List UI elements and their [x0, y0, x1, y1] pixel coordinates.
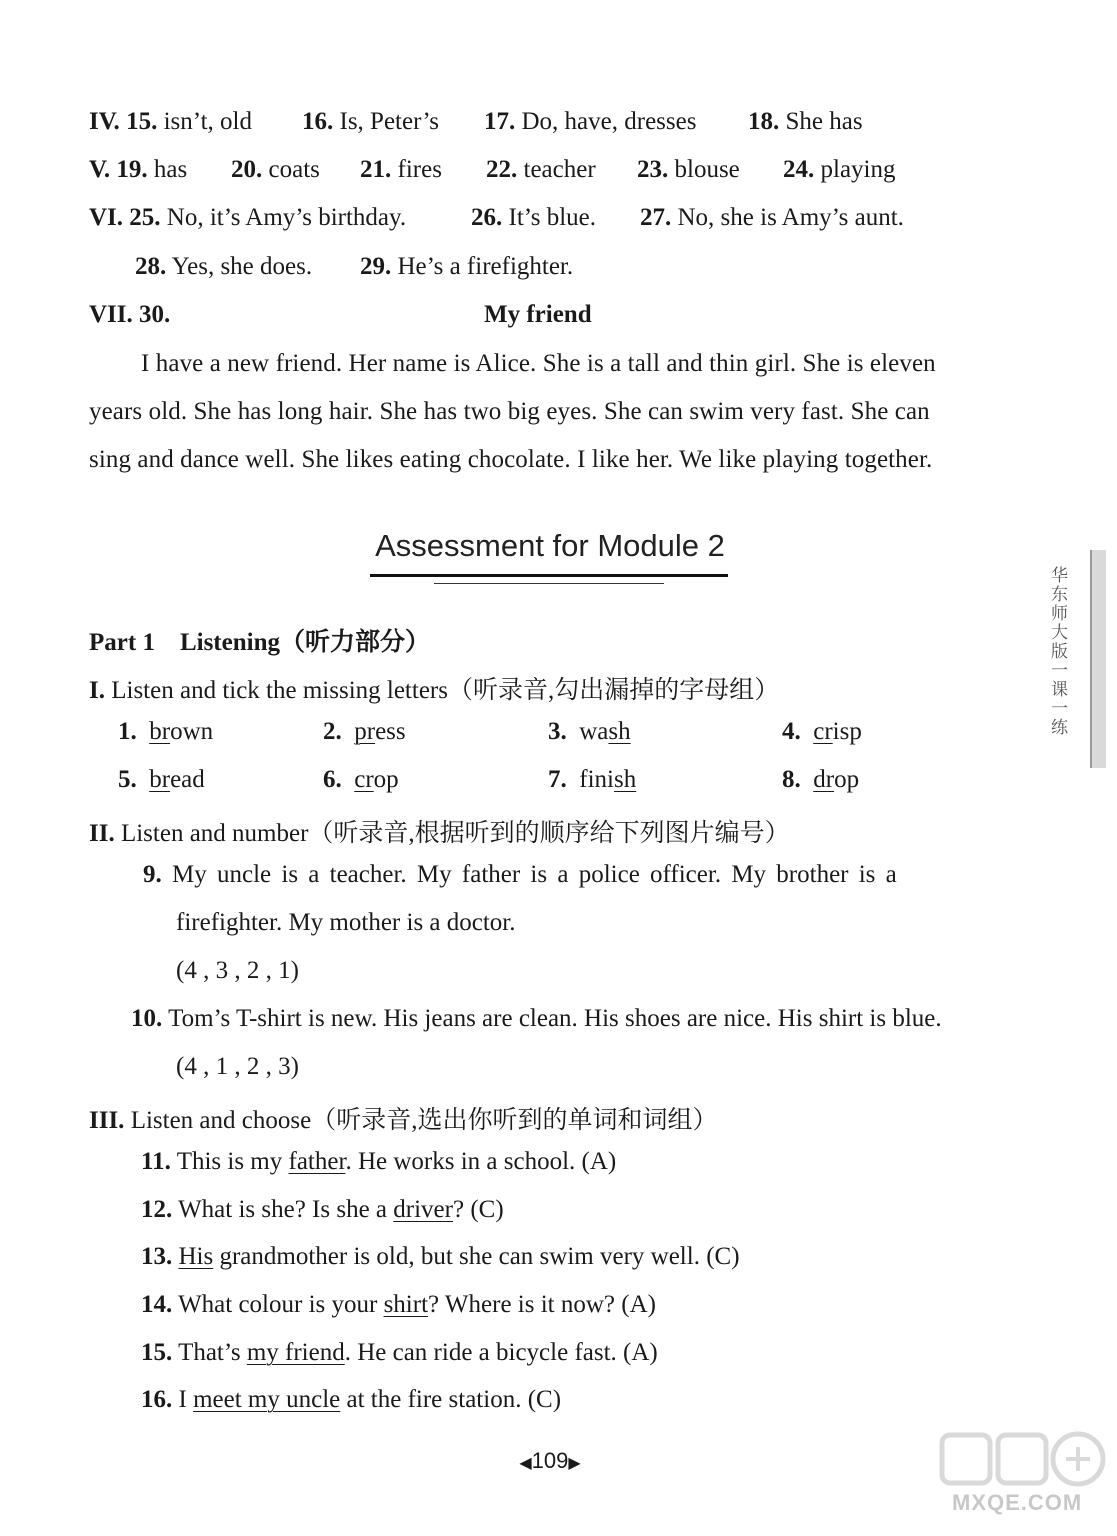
- item-number: 20.: [231, 156, 263, 183]
- answer-27: [640, 204, 904, 232]
- underlined-word: shirt: [383, 1291, 429, 1318]
- answer-row-vi: [89, 204, 406, 232]
- choice-item: [141, 1196, 504, 1224]
- letter-item: [118, 766, 205, 794]
- answer: fires: [397, 156, 442, 183]
- item-number: 6.: [323, 766, 342, 793]
- word-part: own: [170, 718, 214, 745]
- question-i: [89, 670, 779, 706]
- item-10: [131, 1005, 942, 1033]
- assessment-title: Assessment for Module 2: [375, 528, 725, 563]
- item-number: 15.: [141, 1339, 173, 1366]
- instruction: Listen and number（听录音,根据听到的顺序给下列图片编号）: [120, 820, 790, 847]
- word-part: wa: [579, 718, 609, 745]
- answer: No, she is Amy’s aunt.: [677, 204, 904, 231]
- underlined-word: my friend: [246, 1339, 345, 1366]
- part-heading: [89, 622, 430, 658]
- word-part: fini: [579, 766, 614, 793]
- item-number: 17.: [484, 108, 516, 135]
- item-text: Tom’s T-shirt is new. His jeans are clean. His shoes are nice. His shirt is blue.: [168, 1005, 942, 1032]
- answer: isn’t, old: [163, 108, 253, 135]
- section-label: IV.: [89, 108, 120, 135]
- item-number: 16.: [141, 1386, 173, 1413]
- choice-item: [141, 1339, 658, 1367]
- side-tab: [1090, 550, 1106, 768]
- answer: Do, have, dresses: [521, 108, 697, 135]
- item-number: 23.: [637, 156, 669, 183]
- item-number: 9.: [143, 861, 162, 888]
- part-label: Part 1: [89, 629, 155, 656]
- item-number: 18.: [748, 108, 780, 135]
- underlined-word: meet my uncle: [193, 1386, 341, 1413]
- answer-row-iv: [89, 108, 252, 136]
- underlined-letters: br: [149, 766, 171, 793]
- underlined-letters: pr: [354, 718, 376, 745]
- essay-line: I have a new friend. Her name is Alice. She is a tall and thin girl. She is eleven: [141, 350, 936, 377]
- item-text: My uncle is a teacher. My father is a police officer. My brother is a: [172, 861, 897, 888]
- item-text: . He works in a school. (A): [345, 1148, 617, 1175]
- instruction: Listen and choose（听录音,选出你听到的单词和词组）: [130, 1107, 718, 1134]
- answer-row-v: [89, 156, 187, 184]
- underlined-letters: dr: [813, 766, 835, 793]
- title-rule-thin: [434, 583, 664, 584]
- answer: Is, Peter’s: [339, 108, 440, 135]
- letter-item: [548, 766, 636, 794]
- item-number: 8.: [782, 766, 801, 793]
- answer-18: [748, 108, 863, 136]
- choice-item: [141, 1386, 561, 1414]
- word-part: ess: [375, 718, 406, 745]
- section-label: III.: [89, 1107, 125, 1134]
- section-label: V.: [89, 156, 111, 183]
- item-number: 11.: [141, 1148, 171, 1175]
- item-text: What is she? Is she a: [178, 1196, 394, 1223]
- question-ii: [89, 813, 790, 849]
- question-iii: [89, 1100, 717, 1136]
- answer-23: [637, 156, 740, 184]
- essay-line: years old. She has long hair. She has two big eyes. She can swim very fast. She can: [89, 398, 930, 425]
- item-text: grandmother is old, but she can swim very well. (C): [213, 1243, 740, 1270]
- underlined-letters: sh: [608, 718, 631, 745]
- item-text: I: [178, 1386, 194, 1413]
- item-number: 7.: [548, 766, 567, 793]
- section-label-vii: VII. 30.: [89, 301, 171, 328]
- choice-item: [141, 1148, 616, 1176]
- underlined-letters: sh: [613, 766, 637, 793]
- answer: It’s blue.: [508, 204, 596, 231]
- watermark-logo: [938, 1425, 1110, 1533]
- letter-item: [323, 718, 406, 746]
- essay-line: sing and dance well. She likes eating chocolate. I like her. We like playing together.: [89, 446, 933, 473]
- underlined-word: His: [178, 1243, 214, 1270]
- word-part: ead: [170, 766, 205, 793]
- item-number: 4.: [782, 718, 801, 745]
- item-number: 14.: [141, 1291, 173, 1318]
- answer-24: [783, 156, 896, 184]
- underlined-word: driver: [393, 1196, 453, 1223]
- answer: She has: [785, 108, 863, 135]
- item-number: 3.: [548, 718, 567, 745]
- answer: He’s a firefighter.: [397, 253, 574, 280]
- item-text: ? Where is it now? (A): [428, 1291, 656, 1318]
- answer-sequence: (4 , 1 , 2 , 3): [176, 1053, 299, 1080]
- item-text: ? (C): [452, 1196, 504, 1223]
- underlined-letters: cr: [354, 766, 374, 793]
- answer-21: [360, 156, 442, 184]
- item-number: 16.: [302, 108, 334, 135]
- item-number: 13.: [141, 1243, 173, 1270]
- item-number: 21.: [360, 156, 392, 183]
- item-9: [143, 861, 897, 889]
- letter-item: [782, 718, 862, 746]
- answer: playing: [820, 156, 896, 183]
- answer: blouse: [674, 156, 740, 183]
- answer: has: [153, 156, 188, 183]
- essay-heading: My friend: [484, 301, 592, 328]
- section-label: I.: [89, 677, 105, 704]
- part-title: Listening（听力部分）: [179, 629, 430, 656]
- answer: No, it’s Amy’s birthday.: [166, 204, 407, 231]
- left-triangle-icon: ◀: [519, 1455, 532, 1472]
- answer-29: [360, 253, 573, 281]
- item-number: 24.: [783, 156, 815, 183]
- letter-item: [323, 766, 399, 794]
- answer-17: [484, 108, 696, 136]
- item-number: 27.: [640, 204, 672, 231]
- side-text: 华东师大版一课一练: [1047, 566, 1067, 737]
- item-number: 15.: [126, 108, 158, 135]
- item-text: That’s: [178, 1339, 247, 1366]
- item-number: 5.: [118, 766, 137, 793]
- choice-item: [141, 1243, 740, 1271]
- answer-sequence: (4 , 3 , 2 , 1): [176, 957, 299, 984]
- answer-28: [135, 253, 312, 281]
- item-number: 2.: [323, 718, 342, 745]
- underlined-letters: cr: [813, 718, 833, 745]
- answer-26: [471, 204, 596, 232]
- answer: coats: [268, 156, 320, 183]
- page-number: [0, 1448, 1100, 1474]
- watermark-text: MXQE.COM: [952, 1490, 1083, 1515]
- item-text: firefighter. My mother is a doctor.: [176, 909, 516, 936]
- word-part: op: [373, 766, 399, 793]
- item-text: What colour is your: [178, 1291, 384, 1318]
- answer-22: [486, 156, 596, 184]
- item-number: 22.: [486, 156, 518, 183]
- underlined-word: father: [288, 1148, 346, 1175]
- item-number: 1.: [118, 718, 137, 745]
- item-number: 25.: [129, 204, 161, 231]
- item-number: 12.: [141, 1196, 173, 1223]
- answer: Yes, she does.: [171, 253, 313, 280]
- item-number: 10.: [131, 1005, 163, 1032]
- title-rule: [370, 574, 728, 577]
- answer: teacher: [523, 156, 596, 183]
- section-label: II.: [89, 820, 115, 847]
- section-label: VI.: [89, 204, 124, 231]
- word-part: op: [834, 766, 860, 793]
- instruction: Listen and tick the missing letters（听录音,勾出漏掉的字母组）: [111, 677, 780, 704]
- item-number: 29.: [360, 253, 392, 280]
- letter-item: [782, 766, 859, 794]
- letter-item: [548, 718, 631, 746]
- item-text: at the fire station. (C): [340, 1386, 562, 1413]
- page-number-value: 109: [531, 1448, 569, 1473]
- item-text: This is my: [176, 1148, 289, 1175]
- right-triangle-icon: ▶: [568, 1455, 581, 1472]
- word-part: isp: [832, 718, 862, 745]
- item-number: 26.: [471, 204, 503, 231]
- item-text: . He can ride a bicycle fast. (A): [344, 1339, 658, 1366]
- item-number: 28.: [135, 253, 167, 280]
- letter-item: [118, 718, 213, 746]
- item-number: 19.: [116, 156, 148, 183]
- choice-item: [141, 1291, 656, 1319]
- answer-20: [231, 156, 320, 184]
- underlined-letters: br: [149, 718, 171, 745]
- answer-16: [302, 108, 439, 136]
